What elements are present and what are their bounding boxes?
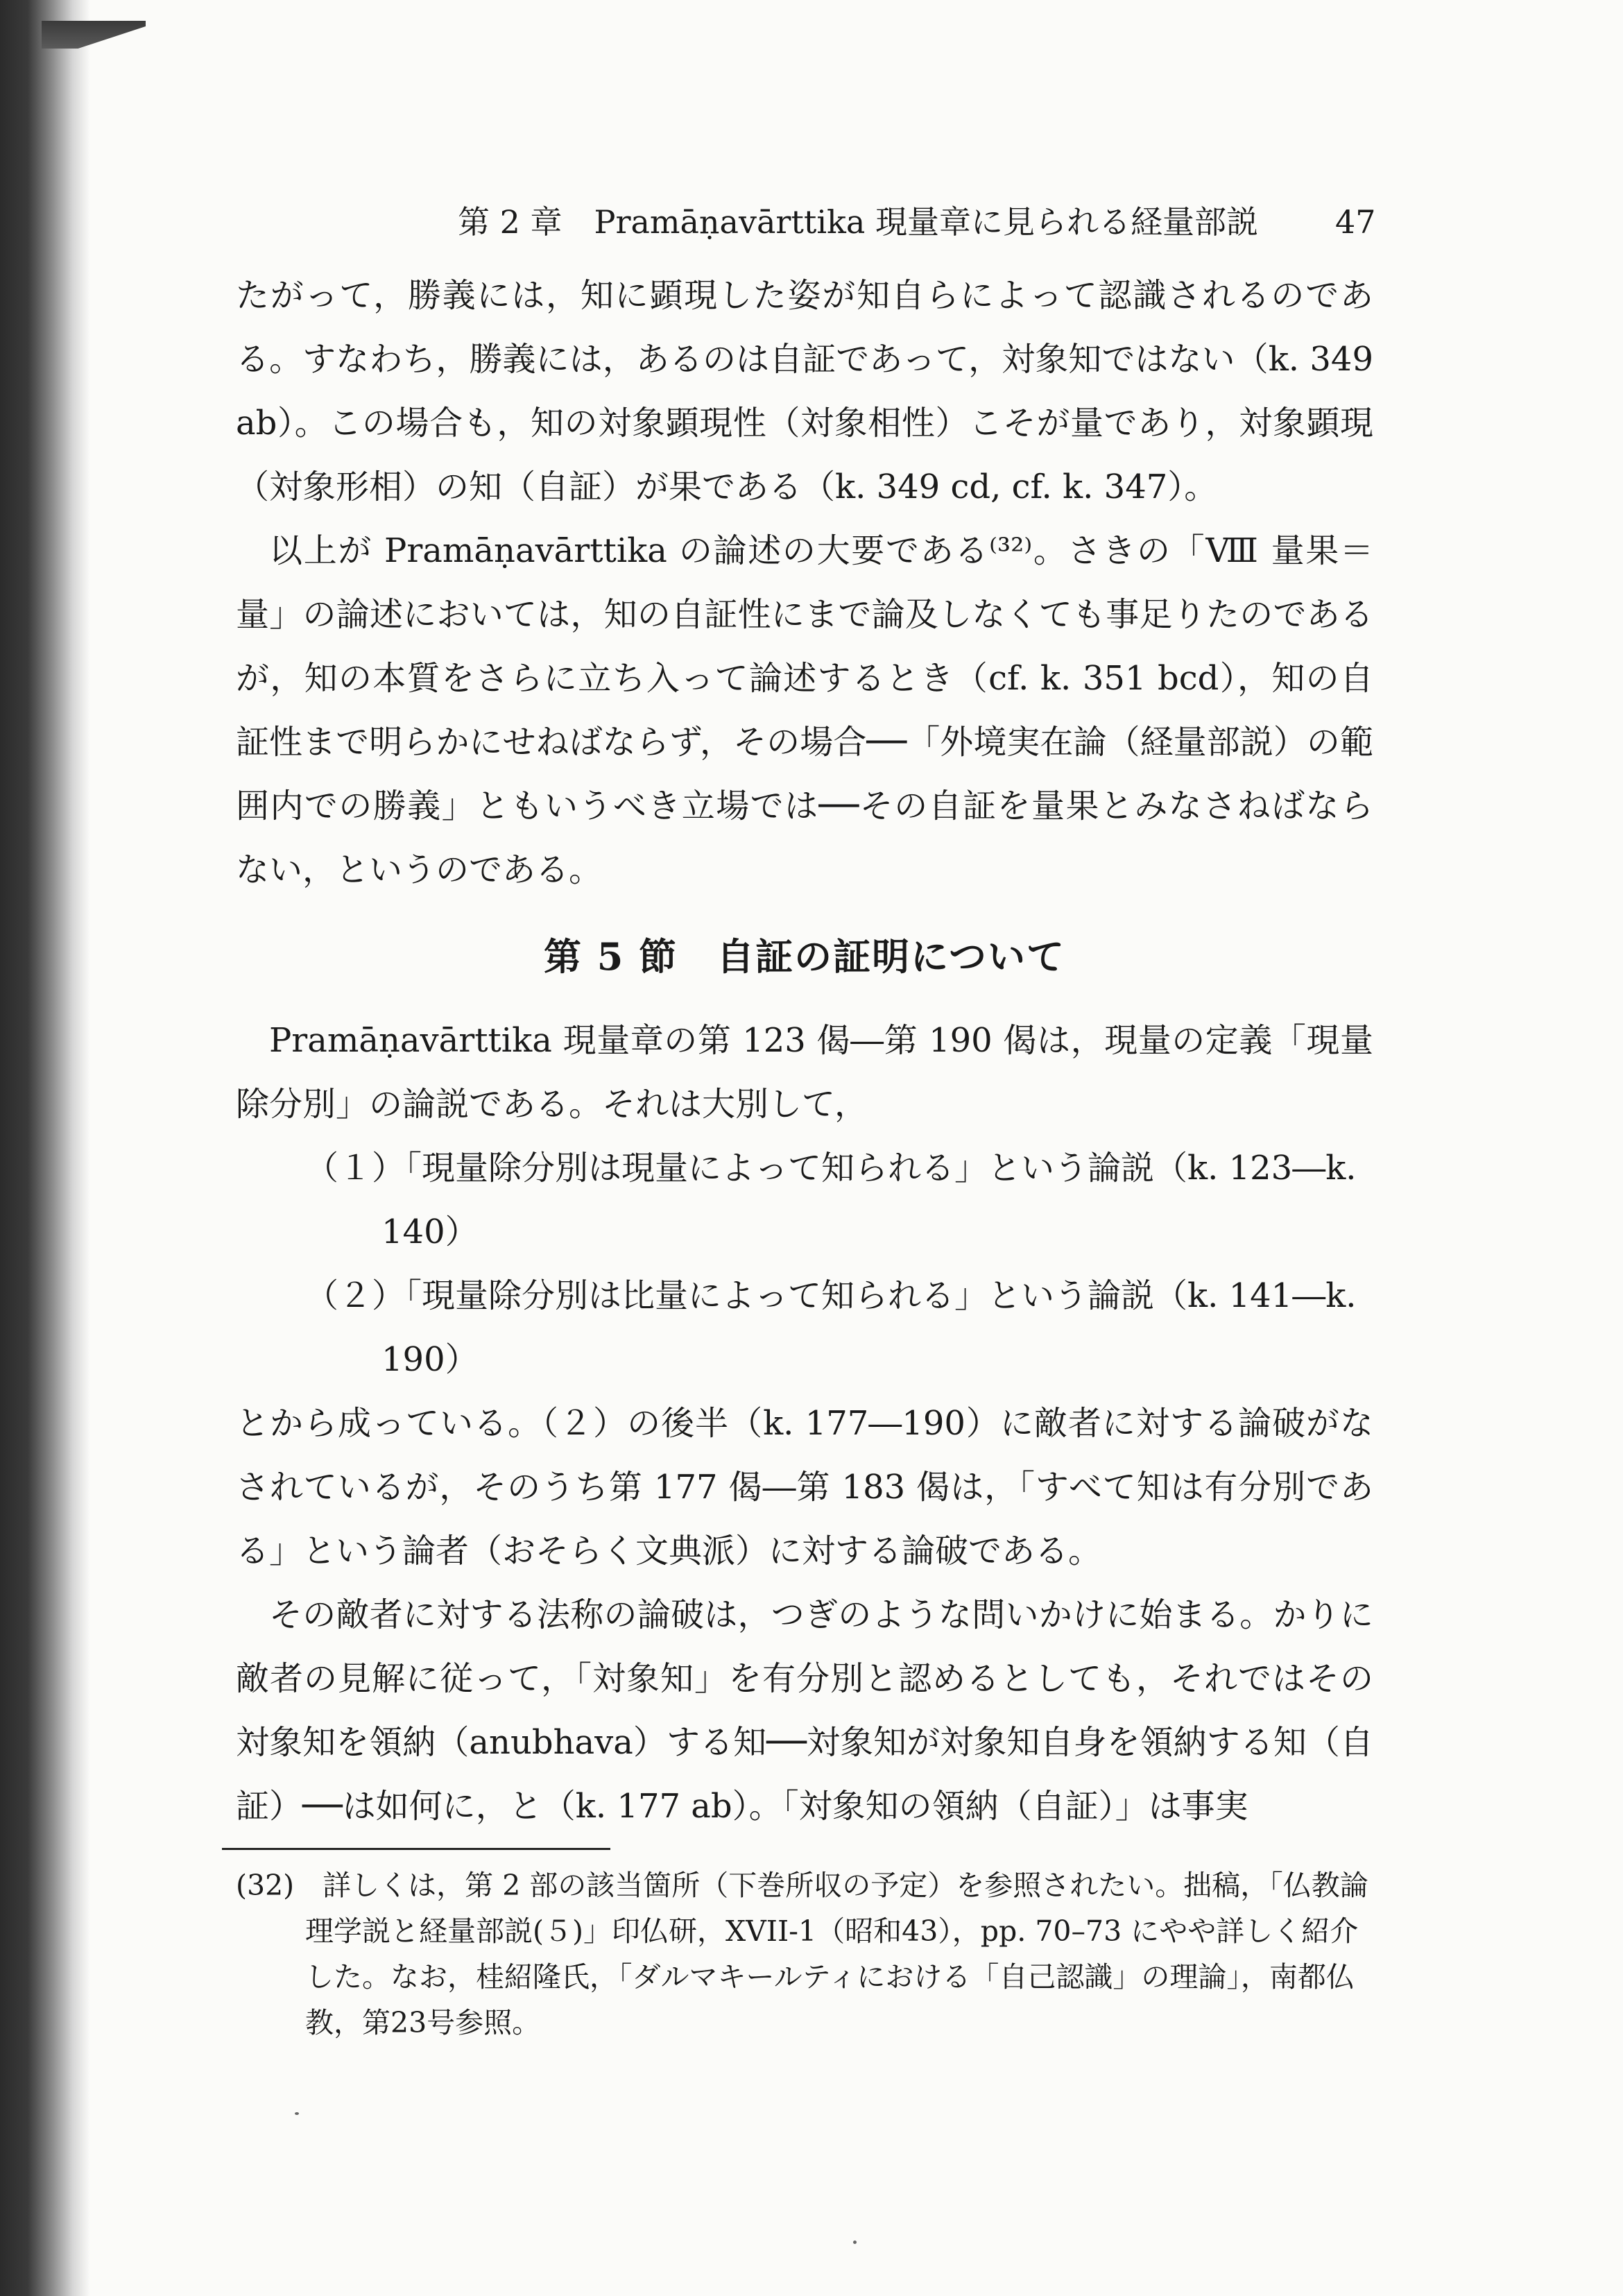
section-heading: 第 5 節 自証の証明について — [543, 934, 1066, 979]
section-paragraph-3: その敵者に対する法称の論破は，つぎのような問いかけに始まる。かりに敵者の見解に従って，「対象知」を有分別と認めるとしても，それではその対象知を領納（anubhava）する知──対象知が対象知自身を領納する知（自証）──は如何に，と（k. 177 ab）。「対象知の領納（自証）」は事実 — [236, 1595, 1373, 1826]
paragraph-2: 以上が Pramāṇavārttika の論述の大要である⁽³²⁾。さきの「Ⅷ 量果＝量」の論述においては，知の自証性にまで論及しなくても事足りたのであるが，知の本質をさらに立ち入って論述するとき（cf. k. 351 bcd），知の自証性まで明らかにせねばならず，その場合──「外境実在論（経量部説）の範囲内での勝義」ともいうべき立場では──その自証を量果とみなさねばならない，というのである。 — [236, 531, 1373, 889]
section-paragraph-2: とから成っている。（２）の後半（k. 177―190）に敵者に対する論破がなされているが，そのうち第 177 偈―第 183 偈は，「すべて知は有分別である」という論者（おそらく文典派）に対する論破である。 — [236, 1404, 1373, 1570]
paragraph-1: たがって，勝義には，知に顕現した姿が知自らによって認識されるのである。すなわち，勝義には，あるのは自証であって，対象知ではない（k. 349 ab）。この場合も，知の対象顕現性（対象相性）こそが量であり，対象顕現（対象形相）の知（自証）が果である（k. 349 cd, cf. k. 347）。 — [236, 276, 1373, 506]
footnote-32: (32) 詳しくは，第 2 部の該当箇所（下巻所収の予定）を参照されたい。拙稿，「仏教論理学説と経量部説(５)」印仏研，XVII-1（昭和43），pp. 70–73 にやや詳しく紹介した。なお，桂紹隆氏，「ダルマキールティにおける「自己認識」の理論」，南都仏教，第23号参照。 — [236, 1869, 1368, 2039]
page-number: 47 — [1335, 203, 1376, 241]
list-item-1: （１）「現量除分別は現量によって知られる」という論説（k. 123―k. 140） — [305, 1149, 1357, 1251]
scan-speck — [295, 2112, 299, 2115]
running-head — [236, 194, 1376, 250]
section-paragraph-1: Pramāṇavārttika 現量章の第 123 偈―第 190 偈は，現量の定義「現量除分別」の論説である。それは大別して， — [236, 1021, 1373, 1124]
scan-speck — [853, 2241, 857, 2244]
list-item-2: （２）「現量除分別は比量によって知られる」という論説（k. 141―k. 190） — [305, 1276, 1357, 1379]
body-text — [236, 264, 1373, 2046]
footnote-rule — [222, 1848, 610, 1850]
scan-binding-shadow — [0, 0, 90, 2296]
running-head-title: 第 2 章 Pramāṇavārttika 現量章に見られる経量部説 — [458, 203, 1258, 241]
